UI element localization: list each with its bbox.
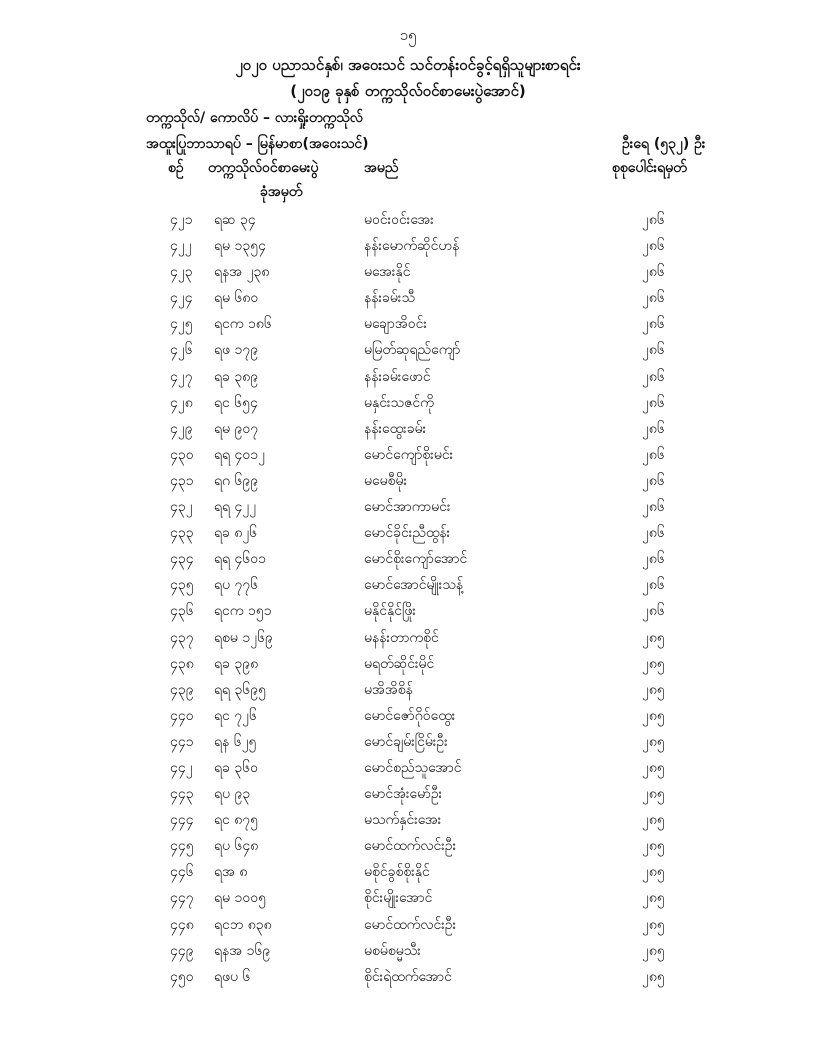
table-row — [0, 676, 816, 702]
row-number: ၄၄၁ — [170, 733, 194, 750]
row-number: ၄၂၉ — [170, 420, 193, 437]
roll-number: ရခ ၃၆၀ — [214, 759, 258, 776]
total-marks: ၂၈၅ — [642, 629, 665, 646]
roll-number: ရပ ၇၇၆ — [214, 577, 259, 594]
student-name: မအေးနိုင် — [364, 264, 411, 281]
row-number: ၄၂၅ — [170, 316, 193, 333]
total-marks: ၂၈၅ — [642, 890, 665, 907]
total-count: ဦးရေ (၅၃၂) ဦး — [622, 136, 706, 152]
table-row — [0, 858, 816, 884]
total-marks: ၂၈၆ — [642, 212, 665, 228]
table-row — [0, 493, 816, 519]
row-number: ၄၄၀ — [170, 707, 194, 724]
row-number: ၄၄၂ — [170, 759, 193, 776]
row-number: ၄၂၃ — [170, 264, 193, 281]
table-row — [0, 937, 816, 963]
row-number: ၄၅၀ — [170, 968, 194, 985]
roll-number: ရမ ၁၃၅၄ — [214, 238, 266, 255]
table-row — [0, 728, 816, 754]
total-marks: ၂၈၆ — [642, 420, 665, 437]
table-row — [0, 467, 816, 493]
row-number: ၄၂၇ — [170, 368, 193, 385]
row-number: ၄၂၈ — [170, 394, 193, 411]
roll-number: ရရ ၃၆၉၅ — [214, 681, 267, 698]
roll-number: ရအ ၈ — [214, 864, 248, 881]
university-line: တက္ကသိုလ်/ ကောလိပ် – လားရှိုးတက္ကသိုလ် — [146, 110, 363, 126]
roll-number: ရင ၈၇၅ — [214, 812, 259, 829]
table-row — [0, 389, 816, 415]
column-header-name: အမည် — [364, 160, 399, 176]
row-number: ၄၃၃ — [170, 525, 194, 542]
total-marks: ၂၈၅ — [642, 942, 665, 959]
row-number: ၄၄၃ — [170, 786, 194, 803]
roll-number: ရဆ ၃၄ — [214, 212, 256, 228]
total-marks: ၂၈၆ — [642, 394, 665, 411]
row-number: ၄၃၁ — [170, 472, 194, 489]
total-marks: ၂၈၅ — [642, 968, 665, 985]
student-name: မနန်းတာကစိုင် — [364, 629, 439, 646]
student-name: မနိုင်နိုင်ဖြိုး — [364, 603, 416, 620]
total-marks: ၂၈၆ — [642, 446, 665, 463]
roll-number: ရပ ၆၄၈ — [214, 838, 259, 855]
roll-number: ရငက ၁၅၁ — [214, 603, 272, 620]
roll-number: ရခ ၈၂၆ — [214, 525, 258, 542]
row-number: ၄၄၇ — [170, 890, 194, 907]
student-name: မောင်အောင်မျိုးသန့် — [364, 577, 464, 594]
total-marks: ၂၈၅ — [642, 864, 665, 881]
total-marks: ၂၈၆ — [642, 472, 665, 489]
total-marks: ၂၈၆ — [642, 368, 665, 385]
student-name: မောင်အာကာမင်း — [364, 499, 451, 516]
row-number: ၄၃၅ — [170, 577, 194, 594]
table-row — [0, 597, 816, 623]
table-row — [0, 336, 816, 362]
student-name: မောင်ဇော်ဂိုဝ်ထွေး — [364, 707, 456, 724]
row-number: ၄၄၅ — [170, 838, 194, 855]
roll-number: ရရ ၄၂၂ — [214, 499, 257, 516]
total-marks: ၂၈၅ — [642, 916, 665, 933]
roll-number: ရခ ၃၈၉ — [214, 368, 259, 385]
roll-number: ရပ ၉၃ — [214, 786, 251, 803]
row-number: ၄၄၈ — [170, 916, 194, 933]
table-row — [0, 832, 816, 858]
table-row — [0, 911, 816, 937]
student-name: မောင်စိုးကျော်အောင် — [364, 551, 468, 568]
student-name: မချောအိဝင်း — [364, 316, 427, 333]
row-number: ၄၄၄ — [170, 812, 194, 829]
total-marks: ၂၈၅ — [642, 838, 665, 855]
table-row — [0, 545, 816, 571]
total-marks: ၂၈၆ — [642, 577, 665, 594]
table-row — [0, 258, 816, 284]
row-number: ၄၄၆ — [170, 864, 194, 881]
roll-number: ရခ ၃၉၈ — [214, 655, 259, 672]
total-marks: ၂၈၅ — [642, 759, 665, 776]
total-marks: ၂၈၆ — [642, 525, 665, 542]
total-marks: ၂၈၆ — [642, 238, 665, 255]
table-row — [0, 206, 816, 232]
row-number: ၄၃၆ — [170, 603, 194, 620]
results-list — [0, 206, 816, 989]
row-number: ၄၂၄ — [170, 290, 193, 307]
student-name: မောင်ထက်လင်းဦး — [364, 916, 457, 933]
student-name: နန်းခမ်းဖောင် — [364, 368, 431, 385]
student-name: မအိအိစိန် — [364, 681, 413, 698]
student-name: မောင်ကျော်စိုးမင်း — [364, 446, 454, 463]
student-name: နန်းခမ်းသီ — [364, 290, 416, 307]
table-row — [0, 963, 816, 989]
roll-number: ရဖ ၁၇၉ — [214, 342, 259, 359]
major-line: အထူးပြုဘာသာရပ် – မြန်မာစာ(အဝေးသင်) — [146, 136, 369, 152]
total-marks: ၂၈၆ — [642, 290, 665, 307]
row-number: ၄၃၈ — [170, 655, 194, 672]
roll-number: ရင ၆၅၄ — [214, 394, 258, 411]
roll-number: ရန ၆၂၅ — [214, 733, 257, 750]
table-row — [0, 754, 816, 780]
table-row — [0, 441, 816, 467]
table-row — [0, 310, 816, 336]
total-marks: ၂၈၅ — [642, 681, 665, 698]
student-name: စိုင်းမျိုးအောင် — [364, 890, 433, 907]
row-number: ၄၃၄ — [170, 551, 194, 568]
column-header-no: စဉ် — [168, 160, 184, 176]
row-number: ၄၃၂ — [170, 499, 193, 516]
student-name: မမြတ်ဆုရည်ကျော် — [364, 342, 461, 359]
total-marks: ၂၈၅ — [642, 786, 665, 803]
table-row — [0, 232, 816, 258]
document-title: ၂၀၂၀ ပညာသင်နှစ်၊ အဝေးသင် သင်တန်းဝင်ခွင့်ရရှိသူများစာရင်း — [235, 56, 581, 74]
student-name: မစိုင်ခွစ်စိုးနိုင် — [364, 864, 430, 881]
row-number: ၄၃၇ — [170, 629, 194, 646]
student-name: မောင်စည်သူအောင် — [364, 759, 462, 776]
student-name: မဝင်းဝင်းအေး — [364, 212, 434, 228]
roll-number: ရမ ၁၀၀၅ — [214, 890, 266, 907]
roll-number: ရမ ၆၈၀ — [214, 290, 259, 307]
table-row — [0, 415, 816, 441]
student-name: မစမ်စမ္မသီး — [364, 942, 421, 959]
roll-number: ရဖပ ၆ — [214, 968, 251, 985]
table-row — [0, 702, 816, 728]
student-name: မောင်ချမ်းငြိမ်းဦး — [364, 733, 448, 750]
total-marks: ၂၈၅ — [642, 655, 665, 672]
table-row — [0, 780, 816, 806]
roll-number: ရငက ၁၈၆ — [214, 316, 272, 333]
roll-number: ရရ ၄၀၁၂ — [214, 446, 266, 463]
student-name: မောင်ခိုင်းညီထွန်း — [364, 525, 451, 542]
row-number: ၄၄၉ — [170, 942, 194, 959]
total-marks: ၂၈၅ — [642, 812, 665, 829]
student-name: စိုင်းရဲထက်အောင် — [364, 968, 452, 985]
roll-number: ရရ ၄၆၀၁ — [214, 551, 267, 568]
student-name: မသက်နှင်းအေး — [364, 812, 442, 829]
table-row — [0, 624, 816, 650]
document-subtitle: (၂၀၁၉ ခုနှစ် တက္ကသိုလ်ဝင်စာမေးပွဲအောင်) — [290, 82, 526, 100]
roll-number: ရစမ ၁၂၆၉ — [214, 629, 273, 646]
table-row — [0, 806, 816, 832]
student-name: မမေစီမိုး — [364, 472, 408, 489]
row-number: ၄၃၉ — [170, 681, 194, 698]
roll-number: ရဂ ၆၉၉ — [214, 472, 259, 489]
student-name: မနှင်းသဇင်ကို — [364, 394, 434, 411]
total-marks: ၂၈၅ — [642, 707, 665, 724]
column-header-roll: တက္ကသိုလ်ဝင်စာမေးပွဲ — [208, 160, 319, 176]
table-row — [0, 650, 816, 676]
total-marks: ၂၈၆ — [642, 499, 665, 516]
total-marks: ၂၈၆ — [642, 342, 665, 359]
roll-number: ရနအ ၂၃၈ — [214, 264, 270, 281]
column-header-roll-line2: ခုံအမှတ် — [260, 184, 303, 200]
student-name: မောင်အုံးမော်ဦး — [364, 786, 443, 803]
total-marks: ၂၈၅ — [642, 733, 665, 750]
student-name: နန်းထွေးခမ်း — [364, 420, 427, 437]
roll-number: ရင ၇၂၆ — [214, 707, 257, 724]
row-number: ၄၂၂ — [170, 238, 192, 255]
total-marks: ၂၈၆ — [642, 316, 665, 333]
student-name: နန်းမောက်ဆိုင်ဟန် — [364, 238, 460, 255]
table-row — [0, 571, 816, 597]
student-name: မောင်ထက်လင်းဦး — [364, 838, 457, 855]
student-name: မရတ်ဆိုင်းမိုင် — [364, 655, 435, 672]
total-marks: ၂၈၆ — [642, 551, 665, 568]
row-number: ၄၂၁ — [170, 212, 193, 228]
roll-number: ရမ ၉၀၇ — [214, 420, 259, 437]
column-header-marks: စုစုပေါင်းရမှတ် — [612, 160, 687, 176]
row-number: ၄၃၀ — [170, 446, 194, 463]
roll-number: ရနအ ၁၆၉ — [214, 942, 271, 959]
total-marks: ၂၈၆ — [642, 264, 665, 281]
roll-number: ရငဘ ၈၃၈ — [214, 916, 272, 933]
table-row — [0, 363, 816, 389]
table-row — [0, 519, 816, 545]
total-marks: ၂၈၆ — [642, 603, 665, 620]
row-number: ၄၂၆ — [170, 342, 193, 359]
table-row — [0, 884, 816, 910]
page-number: ၁၅ — [399, 26, 417, 44]
table-row — [0, 284, 816, 310]
